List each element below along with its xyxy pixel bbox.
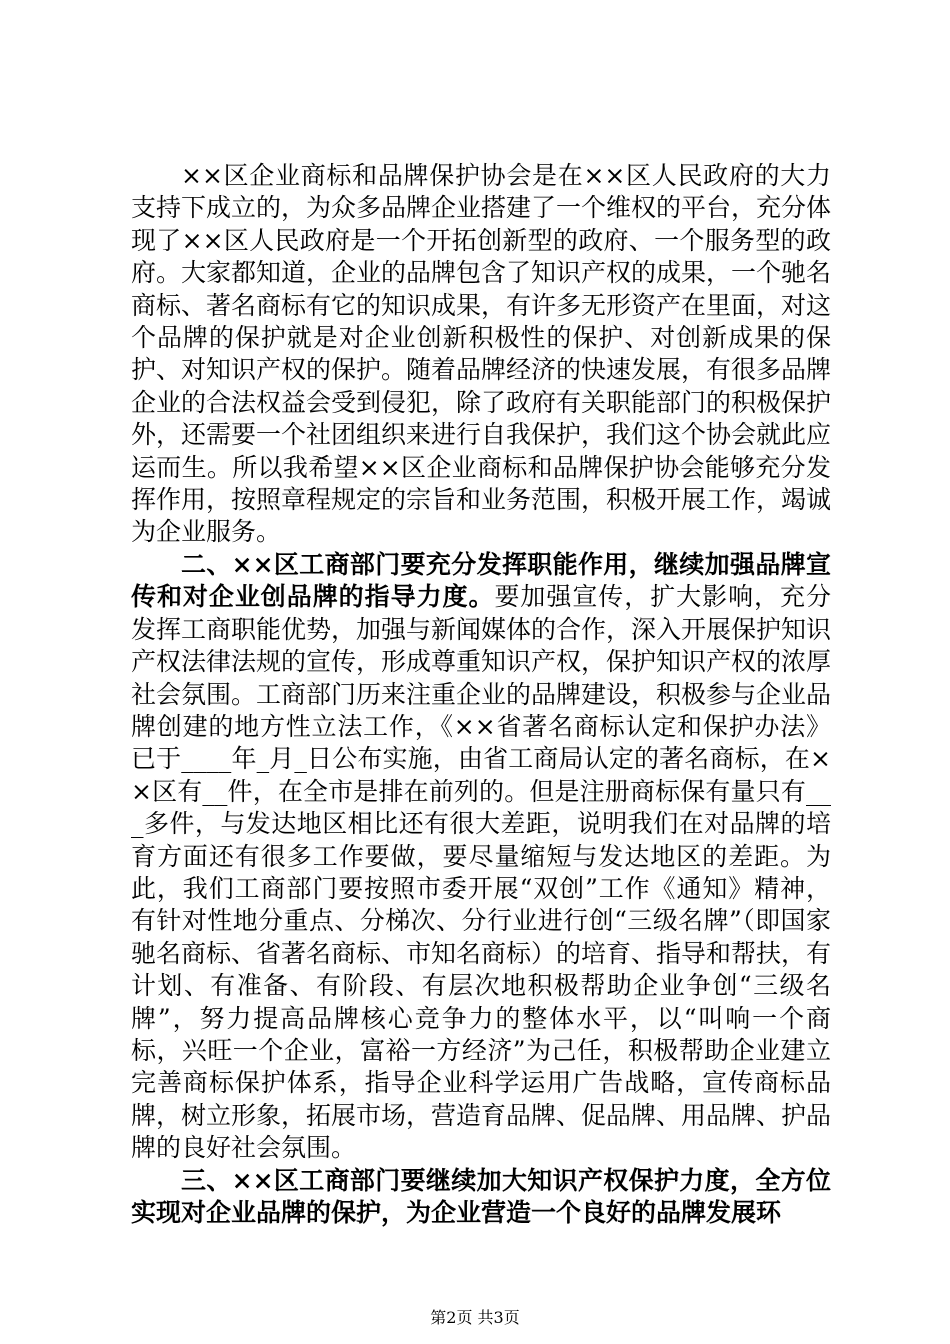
paragraph-3 — [131, 1165, 831, 1230]
page-footer: 第2页 共3页 — [430, 1308, 520, 1327]
paragraph-1-text: ××区企业商标和品牌保护协会是在××区人民政府的大力支持下成立的，为众多品牌企业搭建了一个维权的平台，充分体现了××区人民政府是一个开拓创新型的政府、一个服务型的政府。大家都知道，企业的品牌包含了知识产权的成果，一个驰名商标、著名商标有它的知识成果，有许多无形资产在里面，对这个品牌的保护就是对企业创新积极性的保护、对创新成果的保护、对知识产权的保护。随着品牌经济的快速发展，有很多品牌企业的合法权益会受到侵犯，除了政府有关职能部门的积极保护外，还需要一个社团组织来进行自我保护，我们这个协会就此应运而生。所以我希望××区企业商标和品牌保护协会能够充分发挥作用，按照章程规定的宗旨和业务范围，积极开展工作，竭诚为企业服务。 — [131, 161, 832, 547]
paragraph-1 — [131, 160, 831, 549]
document-body — [131, 160, 831, 1229]
paragraph-2-heading: 二、××区工商部门要充分发挥职能作用，继续加强品牌宣传和对企业创品牌的指导力度。 — [131, 549, 831, 612]
paragraph-3-heading: 三、××区工商部门要继续加大知识产权保护力度，全方位实现对企业品牌的保护，为企业营造一个良好的品牌发展环 — [131, 1165, 831, 1227]
paragraph-2-text: 要加强宣传，扩大影响，充分发挥工商职能优势，加强与新闻媒体的合作，深入开展保护知识产权法律法规的宣传，形成尊重知识产权，保护知识产权的浓厚社会氛围。工商部门历来注重企业的品牌建设，积极参与企业品牌创建的地方性立法工作，《××省著名商标认定和保护办法》已于____年_月_日公布实施，由省工商局认定的著名商标，在××区有__件，在全市是排在前列的。但是注册商标保有量只有___多件，与发达地区相比还有很大差距，说明我们在对品牌的培育方面还有很多工作要做，要尽量缩短与发达地区的差距。为此，我们工商部门要按照市委开展“双创”工作《通知》精神，有针对性地分重点、分梯次、分行业进行创“三级名牌”（即国家驰名商标、省著名商标、市知名商标）的培育、指导和帮扶，有计划、有准备、有阶段、有层次地积极帮助企业争创“三级名牌”，努力提高品牌核心竞争力的整体水平，以“叫响一个商标，兴旺一个企业，富裕一方经济”为己任，积极帮助企业建立完善商标保护体系，指导企业科学运用广告战略，宣传商标品牌，树立形象，拓展市场，营造育品牌、促品牌、用品牌、护品牌的良好社会氛围。 — [131, 582, 832, 1163]
paragraph-2 — [131, 549, 831, 1165]
